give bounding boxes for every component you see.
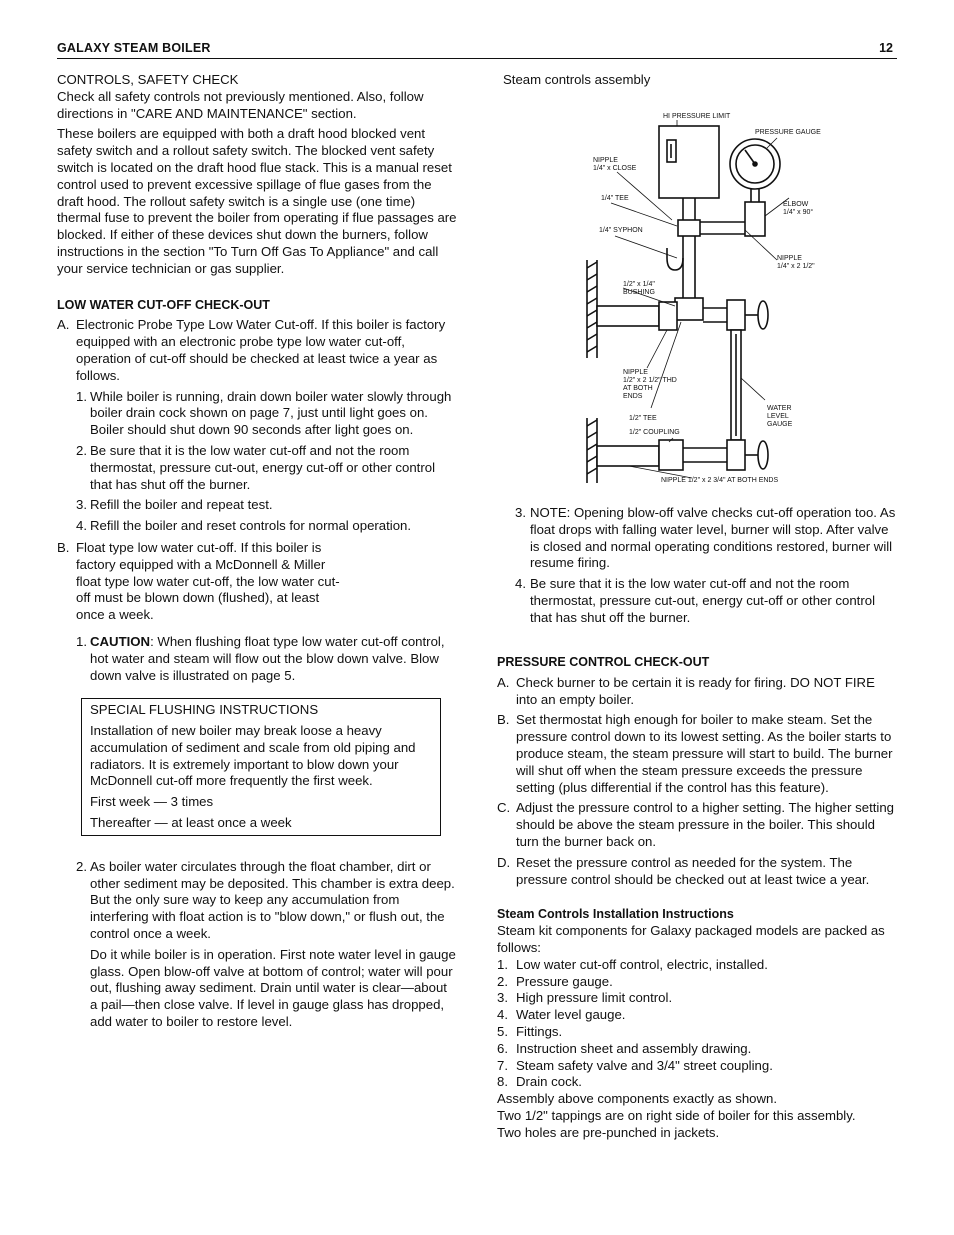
steam-controls-intro: Steam kit components for Galaxy packaged models are packed as follows: xyxy=(497,923,885,955)
label-quarter-tee: 1/4" TEE xyxy=(601,195,629,202)
label-nipple-3-1: NIPPLE xyxy=(623,369,648,376)
caution-text: : When flushing float type low water cut-off control, hot water and steam will flow out the blow down valve. Blow down valve is illustrated on page 5. xyxy=(90,633,445,683)
label-pressure-gauge: PRESSURE GAUGE xyxy=(755,129,821,136)
label-nipple-close-2: 1/4" x CLOSE xyxy=(593,165,637,172)
elbow xyxy=(745,202,765,236)
label-hi-pressure-limit: HI PRESSURE LIMIT xyxy=(663,113,731,120)
component-item xyxy=(497,974,897,991)
subitem-number: 1. xyxy=(76,633,87,649)
label-coupling: 1/2" COUPLING xyxy=(629,429,680,436)
special-flushing-thereafter: Thereafter — at least once a week xyxy=(90,815,292,831)
item-text: Water level gauge. xyxy=(516,1007,626,1023)
figure-caption: Steam controls assembly xyxy=(503,72,651,87)
gauge-valve-lower xyxy=(727,440,745,470)
item-text: Instruction sheet and assembly drawing. xyxy=(516,1040,752,1056)
lwco-item-b-label: B. xyxy=(57,539,70,555)
lwco-item-a-label: A. xyxy=(57,317,70,333)
lower-nipple xyxy=(597,446,659,466)
note-number: 3. xyxy=(515,505,526,520)
lwco-a-subitem xyxy=(76,389,457,439)
label-water-level-gauge-3: GAUGE xyxy=(767,421,793,428)
label-nipple-3-3: AT BOTH xyxy=(623,385,653,392)
note-text: Be sure that it is the low water cut-off and not the room thermostat, pressure cut-out, energy cut-off or other control that has shut off the burner. xyxy=(530,576,875,625)
boiler-wall-upper xyxy=(587,260,597,358)
subitem-text: As boiler water circulates through the float chamber, dirt or other sediment may be deposited. This chamber is extra deep. But the only sure way to keep any accumulation from interfering with float action is to "blow down," or flush out, the control once a week. xyxy=(90,858,455,942)
lwco-b-subitem-2 xyxy=(76,859,457,943)
subitem-text: Be sure that it is the low water cut-off and not the room thermostat, pressure cut-out, energy cut-off or other control that has shut off the burner. xyxy=(90,442,435,492)
lwco-item-a-text: Electronic Probe Type Low Water Cut-off. If this boiler is factory equipped with an electronic probe type low water cut-off, operation of cut-off should be checked at least twice a year as follows. xyxy=(76,317,446,383)
component-item xyxy=(497,1041,897,1058)
subitem-number: 2. xyxy=(76,858,87,874)
pressure-control-heading: PRESSURE CONTROL CHECK-OUT xyxy=(497,655,710,669)
tappings-note: Two 1/2" tappings are on right side of boiler for this assembly. xyxy=(497,1107,856,1123)
item-label: C. xyxy=(497,800,511,816)
caution-label: CAUTION xyxy=(90,633,151,649)
item-text: High pressure limit control. xyxy=(516,990,673,1006)
item-text: Steam safety valve and 3/4" street coupling. xyxy=(516,1057,773,1073)
pressure-control-item xyxy=(497,855,897,889)
item-label: B. xyxy=(497,712,510,728)
item-label: 7. xyxy=(497,1057,508,1073)
component-item xyxy=(497,1074,897,1091)
item-label: 2. xyxy=(497,973,508,989)
label-bushing-2: BUSHING xyxy=(623,289,655,296)
page-number: 12 xyxy=(879,41,893,55)
assembly-note: Assembly above components exactly as shown. xyxy=(497,1091,778,1107)
lwco-b-subitem-1 xyxy=(76,634,457,684)
pressure-control-section xyxy=(497,654,897,1142)
note-number: 4. xyxy=(515,576,526,592)
half-inch-nipple xyxy=(597,306,659,326)
component-item xyxy=(497,1024,897,1041)
item-label: 1. xyxy=(497,956,508,972)
controls-heading: CONTROLS, SAFETY CHECK xyxy=(57,72,239,87)
item-text: Drain cock. xyxy=(516,1074,582,1090)
label-nipple-bottom: NIPPLE 1/2" x 2 3/4" AT BOTH ENDS xyxy=(661,477,779,484)
label-water-level-gauge-2: LEVEL xyxy=(767,413,789,420)
label-nipple-3-2: 1/2" x 2 1/2" THD xyxy=(623,377,677,384)
item-text: Set thermostat high enough for boiler to make steam. Set the pressure control down to its lowest setting. As the boiler starts to produce steam, the steam pressure will start to build. The burner will shut off when the steam pressure exceeds the pressure setting (plus differential if the control has this feature). xyxy=(516,712,893,795)
item-text: Pressure gauge. xyxy=(516,973,613,989)
item-text: Reset the pressure control as needed for the system. The pressure control should be checked out at least twice a year. xyxy=(516,854,870,887)
lwco-item-b-text: Float type low water cut-off. If this boiler is factory equipped with a McDonnell & Miller float type low water cut-off, the low water cut-off must be blown down (flushed), at least once a week. xyxy=(76,539,340,623)
half-inch-coupling xyxy=(659,440,683,470)
lwco-item-b xyxy=(57,540,457,624)
label-nipple-2-2: 1/4" x 2 1/2" xyxy=(777,263,815,270)
item-label: 3. xyxy=(497,990,508,1006)
label-nipple-2-1: NIPPLE xyxy=(777,255,802,262)
holes-note: Two holes are pre-punched in jackets. xyxy=(497,1124,720,1140)
special-flushing-paragraph: Installation of new boiler may break loose a heavy accumulation of sediment and scale from old piping and radiators. It is extremely important to blow down your McDonnell cut-off more frequently the first week. xyxy=(90,723,416,789)
quarter-tee xyxy=(678,220,700,236)
left-column xyxy=(57,72,457,1031)
item-text: Check burner to be certain it is ready for firing. DO NOT FIRE into an empty boiler. xyxy=(516,674,875,707)
note-list xyxy=(515,505,897,627)
special-flushing-box xyxy=(81,698,441,836)
lwco-heading: LOW WATER CUT-OFF CHECK-OUT xyxy=(57,297,270,312)
subitem-text: Refill the boiler and reset controls for normal operation. xyxy=(90,518,412,534)
label-water-level-gauge-1: WATER xyxy=(767,405,792,412)
lwco-a-subitem xyxy=(76,497,457,514)
lwco-a-subitem xyxy=(76,443,457,493)
item-label: A. xyxy=(497,674,510,690)
pressure-control-item xyxy=(497,800,897,850)
subitem-number: 4. xyxy=(76,518,87,534)
document-title: GALAXY STEAM BOILER xyxy=(57,41,211,55)
item-label: 4. xyxy=(497,1007,508,1023)
note-item xyxy=(515,576,897,626)
component-item xyxy=(497,1058,897,1075)
component-item xyxy=(497,990,897,1007)
steam-controls-diagram xyxy=(577,108,877,488)
label-elbow-1: ELBOW xyxy=(783,201,809,208)
subitem-text: Refill the boiler and repeat test. xyxy=(90,497,273,513)
item-label: 8. xyxy=(497,1074,508,1090)
controls-paragraph-2: These boilers are equipped with both a draft hood blocked vent safety switch and a rollout safety switch. The blocked vent safety switch is located on the draft hood flue stack. This is a manual reset control used to prevent excessive spillage of flue gases from the draft hood. The rollout safety switch is a single use (one time) thermal fuse to prevent the boiler from operating if flue passages are blocked. If either of these devices shut down the burners, follow instructions in the section "To Turn Off Gas To Appliance" and call your service technician or gas supplier. xyxy=(57,126,457,276)
item-label: D. xyxy=(497,854,511,870)
label-half-tee: 1/2" TEE xyxy=(629,415,657,422)
note-item xyxy=(515,505,897,572)
label-nipple-close-1: NIPPLE xyxy=(593,157,618,164)
pressure-control-item xyxy=(497,675,897,709)
lwco-a-sublist xyxy=(76,389,457,535)
label-elbow-2: 1/4" x 90° xyxy=(783,209,814,216)
item-text: Fittings. xyxy=(516,1023,563,1039)
right-column xyxy=(497,72,897,1140)
subitem-text xyxy=(90,634,457,684)
item-label: 6. xyxy=(497,1040,508,1056)
item-label: 5. xyxy=(497,1023,508,1039)
lwco-item-a xyxy=(57,317,457,384)
subitem-number: 3. xyxy=(76,497,87,513)
page-header xyxy=(57,40,897,59)
component-item xyxy=(497,1007,897,1024)
special-flushing-title: SPECIAL FLUSHING INSTRUCTIONS xyxy=(90,702,319,718)
gauge-valve-upper xyxy=(727,300,745,330)
special-flushing-first-week: First week — 3 times xyxy=(90,794,214,810)
lwco-b-subitem-2-continued: Do it while boiler is in operation. First note water level in gauge glass. Open blow-off valve at bottom of control; water will pour out, flushing away sediment. Drain until water is clear—about a pail—then close valve. If level in gauge glass has dropped, add water to boiler to restore level. xyxy=(90,946,456,1030)
valve-handle-upper xyxy=(758,301,768,329)
item-text: Low water cut-off control, electric, installed. xyxy=(516,956,768,972)
bushing xyxy=(675,298,703,320)
pressure-control-item xyxy=(497,712,897,796)
subitem-number: 2. xyxy=(76,442,87,458)
label-bushing-1: 1/2" x 1/4" xyxy=(623,281,655,288)
subitem-text: While boiler is running, drain down boiler water slowly through boiler drain cock shown on page 7, just until light goes on. Boiler should shut down 90 seconds after light goes on. xyxy=(90,388,452,438)
lwco-a-subitem xyxy=(76,518,457,535)
label-nipple-3-4: ENDS xyxy=(623,393,643,400)
note-text: NOTE: Opening blow-off valve checks cut-off operation too. As float drops with falling water level, burner will stop. After valve is closed and normal operating conditions restored, burner will resume firing. xyxy=(530,505,896,571)
component-item xyxy=(497,957,897,974)
subitem-number: 1. xyxy=(76,388,87,404)
steam-controls-heading: Steam Controls Installation Instructions xyxy=(497,907,734,922)
valve-handle-lower xyxy=(758,441,768,469)
label-syphon: 1/4" SYPHON xyxy=(599,227,643,234)
item-text: Adjust the pressure control to a higher setting. The higher setting should be above the steam pressure in the boiler. This should turn the burner back on. xyxy=(516,800,895,849)
controls-paragraph-1: Check all safety controls not previously mentioned. Also, follow directions in "CARE AND MAINTENANCE" section. xyxy=(57,88,424,121)
boiler-wall-lower xyxy=(587,418,597,483)
